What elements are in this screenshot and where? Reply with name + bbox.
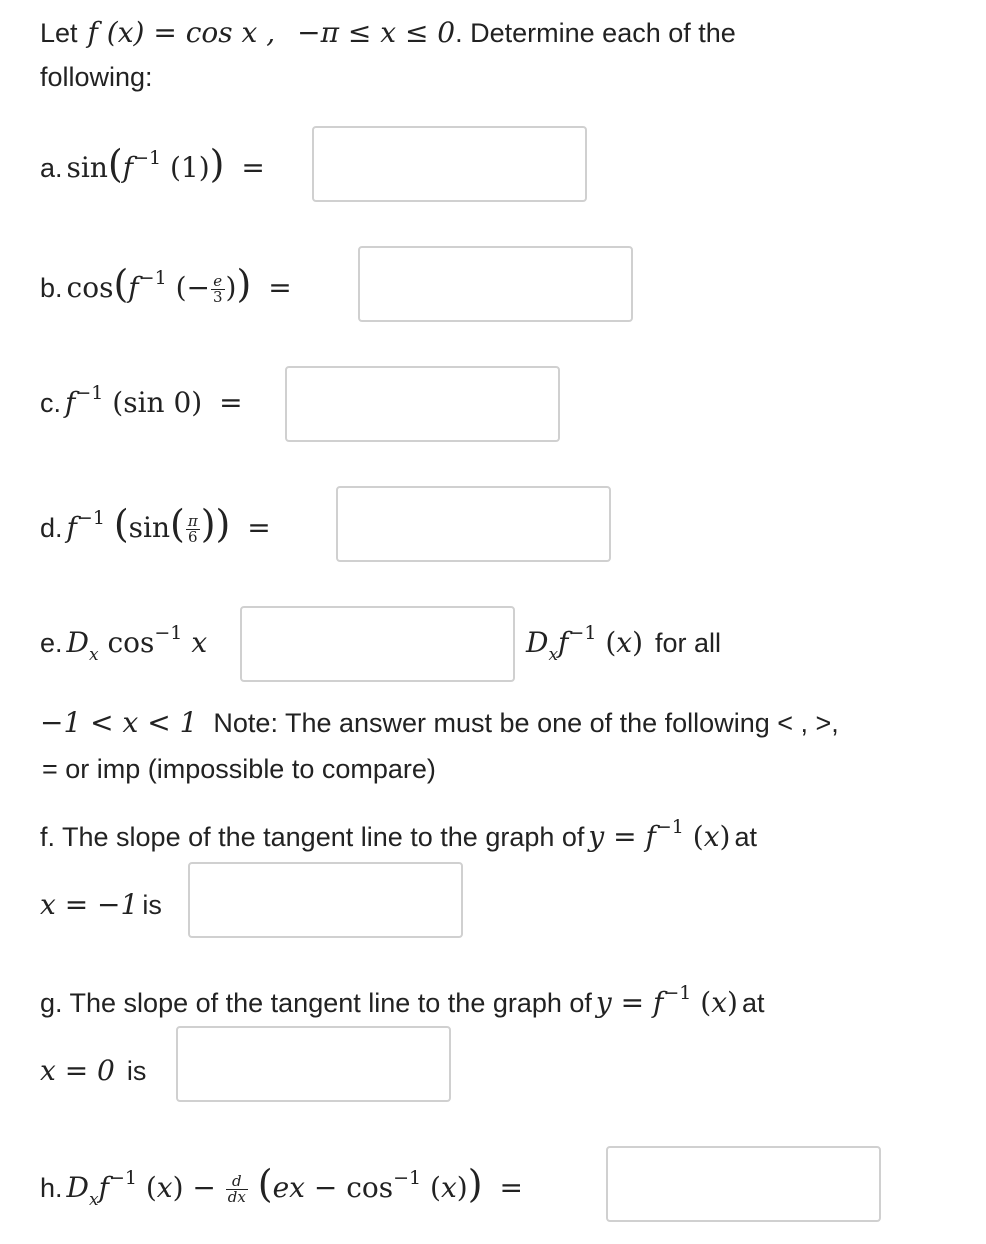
part-b-question xyxy=(40,262,292,306)
part-g-answer-input[interactable] xyxy=(176,1026,451,1102)
part-f-at: at xyxy=(734,822,757,852)
part-e-note-line1: Note: The answer must be one of the following < , >, xyxy=(213,708,839,738)
part-e-for-all: for all xyxy=(655,628,722,658)
part-a-answer-input[interactable] xyxy=(312,126,587,202)
part-f-is: is xyxy=(142,890,162,920)
part-b-expression: $\cos(f^{-1}$ (− $\frac{e}{3}$ )) = xyxy=(66,262,292,306)
problem-statement xyxy=(40,16,736,49)
part-a-expression: $\sin(f^{-1}$ (1)) = xyxy=(66,142,265,186)
part-c-label: c. xyxy=(40,388,62,418)
part-f-question xyxy=(40,816,757,853)
part-a-question xyxy=(40,142,265,186)
part-h-answer-input[interactable] xyxy=(606,1146,881,1222)
part-g-expression: $y = f^{-1}$ (x) xyxy=(595,982,738,1019)
part-f-text: f. The slope of the tangent line to the graph of xyxy=(40,822,585,852)
function-definition: f (x) = cos x , xyxy=(87,16,276,49)
part-f-x-value: x = −1 xyxy=(40,888,139,921)
part-d-question xyxy=(40,502,271,546)
part-e-note-line2: = or imp (impossible to compare) xyxy=(42,754,436,784)
intro-line2: following: xyxy=(40,62,153,92)
part-c-question xyxy=(40,382,243,419)
part-e-label: e. xyxy=(40,628,63,658)
part-a-label: a. xyxy=(40,153,63,183)
part-h-label: h. xyxy=(40,1173,63,1203)
part-f-expression: $y = f^{-1}$ (x) xyxy=(588,816,731,853)
part-f-point xyxy=(40,888,162,921)
intro-instruction: . Determine each of the xyxy=(455,18,736,48)
domain-expression: −π ≤ x ≤ 0 xyxy=(297,16,456,49)
part-g-at: at xyxy=(741,988,765,1018)
part-e-left-expression: $D_x$ $\cos^{-1} x$ xyxy=(66,622,208,665)
part-b-answer-input[interactable] xyxy=(358,246,633,322)
part-d-label: d. xyxy=(40,513,63,543)
part-g-text: g. The slope of the tangent line to the graph of xyxy=(40,988,592,1018)
part-h-question xyxy=(40,1162,523,1210)
intro-let: Let xyxy=(40,18,78,48)
part-g-is: is xyxy=(126,1056,147,1086)
part-g-question xyxy=(40,982,765,1019)
part-e-question xyxy=(40,622,208,665)
part-e-right xyxy=(526,622,722,665)
part-e-interval: −1 < x < 1 xyxy=(40,706,198,739)
part-b-label: b. xyxy=(40,273,63,303)
part-f-answer-input[interactable] xyxy=(188,862,463,938)
part-e-condition xyxy=(40,706,839,739)
part-e-answer-input[interactable] xyxy=(240,606,515,682)
part-e-right-expression: $D_xf^{-1}$ (x) xyxy=(526,622,643,665)
part-g-point xyxy=(40,1054,146,1087)
part-d-expression: $f^{-1}$ (sin( $\frac{\pi}{6}$ )) = xyxy=(66,502,271,546)
part-c-answer-input[interactable] xyxy=(285,366,560,442)
part-d-answer-input[interactable] xyxy=(336,486,611,562)
part-c-expression: $f^{-1}$ (sin 0) = xyxy=(65,382,243,419)
part-g-x-value: x = 0 xyxy=(40,1054,115,1087)
part-h-expression: $D_xf^{-1}$ (x) − $\frac{d}{dx}$ $(ex - \cos^{-1} (x))$ = xyxy=(66,1162,523,1210)
